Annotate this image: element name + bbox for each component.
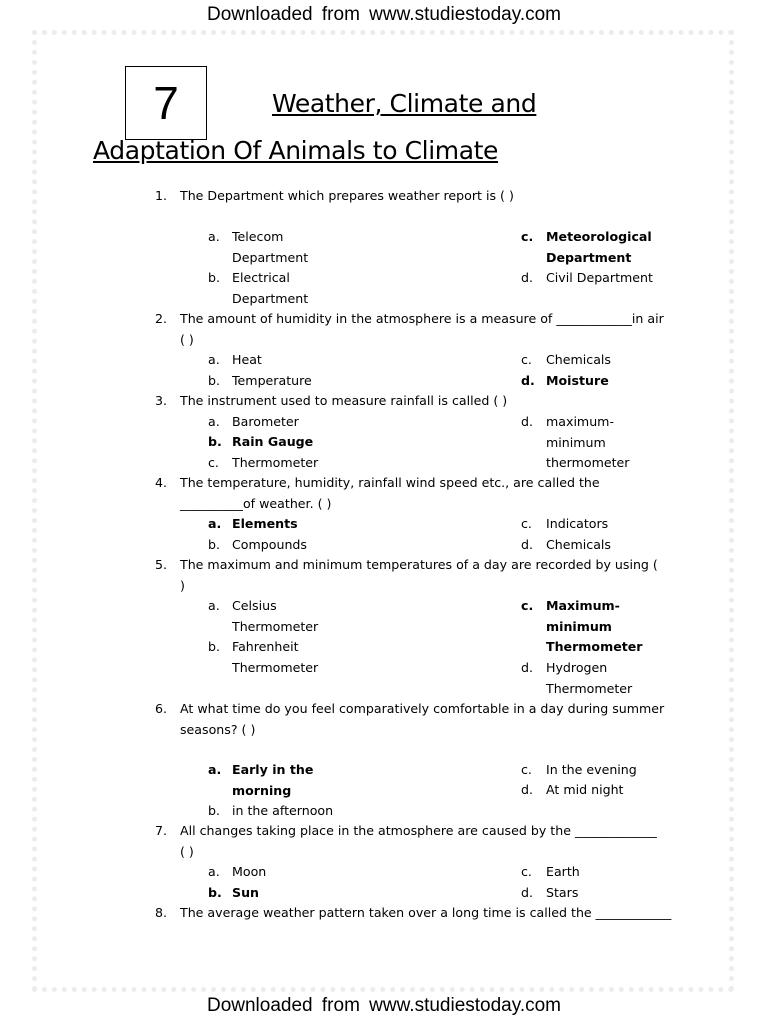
option-letter: a. (208, 352, 220, 367)
option-text: Sun (232, 885, 260, 900)
option-letter: b. (208, 434, 222, 449)
option-text: morning (232, 782, 292, 798)
option-text: Earth (546, 864, 580, 879)
option-text: in the afternoon (232, 803, 334, 818)
option-letter: b. (208, 270, 220, 285)
question-text: The Department which prepares weather report is ( ) (180, 188, 514, 203)
question-number: 6. (155, 701, 168, 716)
question-number: 4. (155, 475, 168, 490)
question-text: The temperature, humidity, rainfall wind speed etc., are called the (180, 475, 600, 490)
option-letter: a. (208, 229, 220, 244)
option-text: Civil Department (546, 270, 653, 285)
option-text: Compounds (232, 537, 307, 552)
option-text: Chemicals (546, 537, 611, 552)
question-text: All changes taking place in the atmosphere are caused by the _____________ (180, 823, 657, 838)
option-letter: d. (521, 373, 535, 388)
option-text: Telecom (232, 229, 284, 244)
option-letter: b. (208, 639, 220, 654)
download-header: Downloaded from www.studiestoday.com (206, 4, 562, 25)
chapter-title-line1: Weather, Climate and (272, 89, 537, 118)
question-text: The maximum and minimum temperatures of a day are recorded by using ( (180, 557, 658, 572)
option-text: Early in the (232, 762, 314, 777)
question-number: 5. (155, 557, 168, 572)
option-text: Maximum- (546, 598, 620, 613)
option-letter: c. (208, 455, 219, 470)
question-text: ( ) (180, 331, 194, 347)
question-number: 2. (155, 311, 168, 326)
option-text: Thermometer (546, 639, 643, 654)
chapter-number-box: 7 (125, 66, 207, 140)
option-text: minimum (546, 618, 612, 634)
question-text: ) (180, 577, 185, 593)
question-text: At what time do you feel comparatively comfortable in a day during summer (180, 701, 665, 716)
option-text: Rain Gauge (232, 434, 314, 449)
question-text: The average weather pattern taken over a long time is called the ____________ (180, 905, 672, 920)
question-text: __________of weather. ( ) (180, 495, 332, 511)
option-letter: c. (521, 229, 534, 244)
option-text: Heat (232, 352, 262, 367)
page-border (32, 30, 734, 992)
option-text: Moisture (546, 373, 609, 388)
option-letter: d. (521, 782, 533, 797)
option-text: Moon (232, 864, 267, 879)
option-text: Thermometer (232, 659, 319, 675)
option-letter: a. (208, 864, 220, 879)
option-letter: d. (521, 660, 533, 675)
chapter-title-line2: Adaptation Of Animals to Climate (93, 136, 499, 165)
option-text: Department (232, 249, 309, 265)
option-letter: d. (521, 537, 533, 552)
question-number: 7. (155, 823, 168, 838)
question-number: 8. (155, 905, 168, 920)
option-text: Stars (546, 885, 579, 900)
question-text: ( ) (180, 843, 194, 859)
option-text: Chemicals (546, 352, 611, 367)
option-text: Thermometer (232, 618, 319, 634)
question-number: 1. (155, 188, 168, 203)
option-text: Hydrogen (546, 660, 608, 675)
option-letter: b. (208, 803, 220, 818)
download-footer: Downloaded from www.studiestoday.com (206, 995, 562, 1016)
option-letter: b. (208, 373, 220, 388)
option-text: Indicators (546, 516, 609, 531)
question-text: The amount of humidity in the atmosphere is a measure of ____________in air (180, 311, 664, 326)
option-letter: c. (521, 762, 532, 777)
question-text: seasons? ( ) (180, 721, 256, 737)
option-text: Temperature (232, 373, 312, 388)
option-letter: d. (521, 270, 533, 285)
option-letter: d. (521, 414, 533, 429)
option-letter: a. (208, 516, 222, 531)
option-letter: a. (208, 762, 222, 777)
option-text: Fahrenheit (232, 639, 299, 654)
option-text: Barometer (232, 414, 299, 429)
option-letter: c. (521, 352, 532, 367)
option-text: thermometer (546, 455, 630, 470)
option-text: Thermometer (546, 680, 633, 696)
option-letter: c. (521, 598, 534, 613)
question-text: The instrument used to measure rainfall is called ( ) (180, 393, 508, 408)
option-text: Thermometer (232, 455, 319, 470)
option-letter: d. (521, 885, 533, 900)
option-text: In the evening (546, 762, 637, 777)
option-letter: b. (208, 537, 220, 552)
option-text: Electrical (232, 270, 290, 285)
option-text: At mid night (546, 782, 624, 797)
option-letter: b. (208, 885, 222, 900)
option-text: Celsius (232, 598, 277, 613)
option-letter: a. (208, 598, 220, 613)
question-number: 3. (155, 393, 168, 408)
option-letter: c. (521, 864, 532, 879)
option-text: Meteorological (546, 229, 652, 244)
option-text: maximum- (546, 414, 614, 429)
option-text: Department (232, 290, 309, 306)
option-letter: c. (521, 516, 532, 531)
option-text: minimum (546, 434, 606, 450)
option-text: Elements (232, 516, 298, 531)
option-letter: a. (208, 414, 220, 429)
option-text: Department (546, 249, 632, 265)
